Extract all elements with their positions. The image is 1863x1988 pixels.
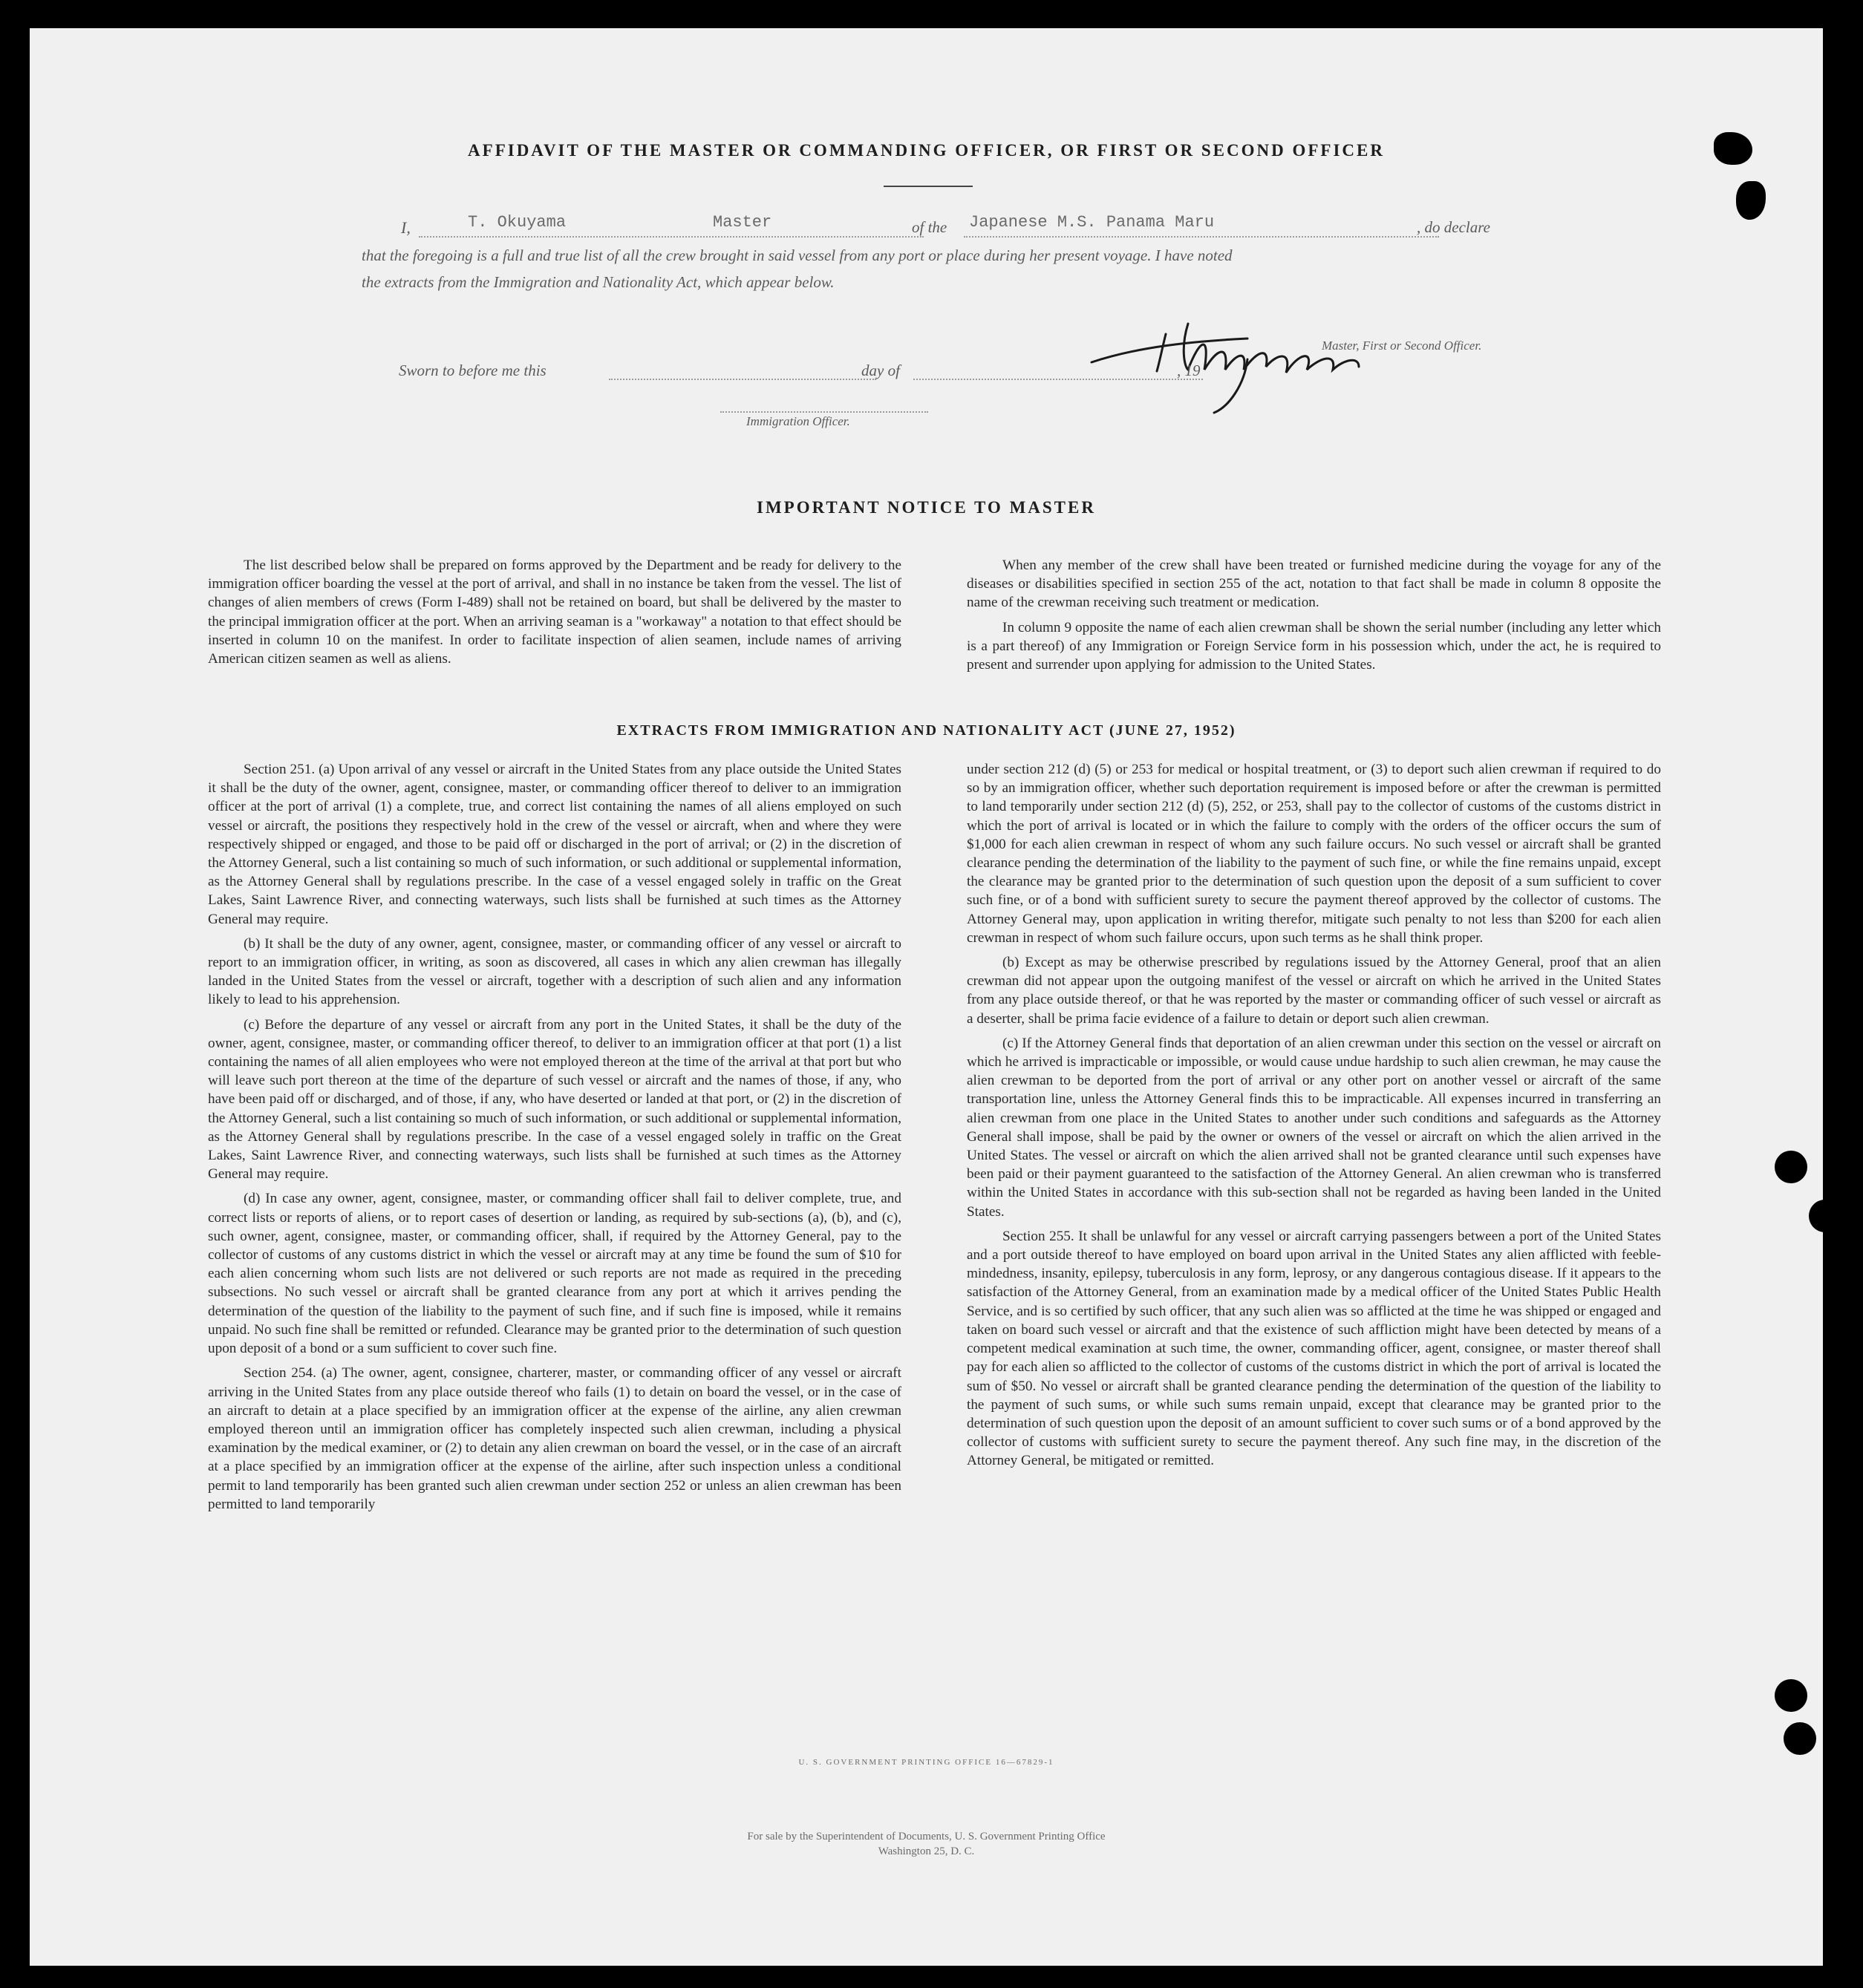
- punch-hole: [1775, 1151, 1807, 1183]
- sale-line-1: For sale by the Superintendent of Documents, U. S. Government Printing Office: [747, 1831, 1106, 1843]
- year-label: , 19: [1177, 362, 1201, 379]
- sworn-month-line: [913, 379, 1203, 380]
- extracts-left-column: [208, 760, 901, 1520]
- name-line: [419, 236, 924, 238]
- statement-line-2: the extracts from the Immigration and Nationality Act, which appear below.: [362, 273, 835, 291]
- act-paragraph: (c) If the Attorney General finds that deportation of an alien crewman under this section on the vessel or aircraft on which he arrived is impracticable or impossible, or would cause undue hardship to such alien crewman, he may cause the alien crewman to be deported from the port of arrival or any other port on another vessel or aircraft of the same transportation line, unless the Attorney General finds this to be impracticable. All expenses incurred in transferring an alien crewman from one place in the United States to another under such conditions and safeguards as the Attorney General shall impose, shall be paid by the owner or owners of the vessel or aircraft on which the alien arrived in the United States. The vessel or aircraft on which the alien arrived shall not be granted clearance until such expenses have been paid or their payment guaranteed to the satisfaction of the Attorney General. An alien crewman who is transferred within the United States in accordance with this sub-section shall not be regarded as having been landed in the United States.: [967, 1035, 1661, 1220]
- act-paragraph: Section 254. (a) The owner, agent, consignee, charterer, master, or commanding officer of any vessel or aircraft arriving in the United States from any place outside thereof who fails (1) to detain on board the vessel, or in the case of an aircraft to detain at a place specified by an immigration officer at the expense of the airline, any alien crewman employed thereon until an immigration officer has completely inspected such alien crewman, including a physical examination by the medical examiner, or (2) to detain any alien crewman on board the vessel, or in the case of an aircraft at a place specified by an immigration officer at the expense of the airline, after such inspection unless a conditional permit to land temporarily has been granted such alien crewman under section 252 or unless an alien crewman has been permitted to land temporarily: [208, 1365, 901, 1512]
- ink-mark: [1736, 181, 1766, 220]
- act-paragraph: under section 212 (d) (5) or 253 for medical or hospital treatment, or (3) to deport such alien crewman if required to do so by an immigration officer, whether such deportation requirement is imposed before or after the crewman is permitted to land temporarily under section 212 (d) (5), 252, or 253, shall pay to the collector of customs of the customs district in which the port of arrival is located or in which the failure to comply with the orders of the officer occurs the sum of $1,000 for each alien crewman in respect of whom any such failure occurs. No such vessel or aircraft shall be granted clearance pending the determination of the liability to the payment of such fine, or while the fine remains unpaid, except the clearance may be granted prior to the determination of such question upon the deposit of a sum sufficient to cover such fine, or of a bond with sufficient surety to secure the payment thereof approved by the collector of customs. The Attorney General may, upon application in writing therefor, mitigate such penalty to not less than $200 for each alien crewman in respect of whom such failure occurs, upon such terms as he shall think proper.: [967, 762, 1661, 946]
- sale-line-2: Washington 25, D. C.: [878, 1845, 975, 1857]
- act-paragraph: (b) It shall be the duty of any owner, agent, consignee, master, or commanding officer of any vessel or aircraft to report to an immigration officer, in writing, as soon as discovered, all cases in which any alien crewman has illegally landed in the United States from the vessel or aircraft, together with a description of such alien and any information likely to lead to his apprehension.: [208, 935, 901, 1008]
- notice-left-column: [208, 556, 901, 674]
- of-the-label: of the: [912, 218, 947, 236]
- sworn-label: Sworn to before me this: [399, 362, 546, 379]
- officer-caption: Immigration Officer.: [746, 414, 850, 428]
- act-paragraph: (b) Except as may be otherwise prescribed by regulations issued by the Attorney General, proof that an alien crewman did not appear upon the outgoing manifest of the vessel or aircraft on which he arrived in the United States from any place outside thereof, or that he was reported by the master or commanding officer of such vessel or aircraft as a deserter, shall be prima facie evidence of a failure to detain or deport such alien crewman.: [967, 955, 1661, 1027]
- statement-line-1: that the foregoing is a full and true list of all the crew brought in said vessel from any port or place during her present voyage. I have noted: [362, 246, 1233, 264]
- signature-caption: Master, First or Second Officer.: [1322, 339, 1482, 353]
- act-paragraph: Section 251. (a) Upon arrival of any vessel or aircraft in the United States from any place outside the United States it shall be the duty of the owner, agent, consignee, master, or commanding officer thereof to deliver to an immigration officer at the port of arrival (1) a complete, true, and correct list containing the names of all aliens employed on such vessel or aircraft, the positions they respectively hold in the crew of the vessel or aircraft, when and where they were respectively shipped or engaged, and those to be paid off or discharged in the port of arrival; or (2) in the discretion of the Attorney General, such a list containing so much of such information, or such additional or supplemental information, as the Attorney General shall by regulations prescribe. In the case of a vessel engaged solely in traffic on the Great Lakes, Saint Lawrence River, and connecting waterways, such lists shall be furnished at such times as the Attorney General may require.: [208, 762, 901, 927]
- master-name: T. Okuyama: [468, 213, 567, 232]
- notice-paragraph: In column 9 opposite the name of each alien crewman shall be shown the serial number (including any letter which is a part thereof) of any Immigration or Foreign Service form in his possession which, under the act, he is required to present and surrender upon applying for admission to the United States.: [967, 619, 1661, 673]
- notice-right-column: [967, 556, 1661, 680]
- title-divider: [884, 186, 973, 187]
- document-page: [30, 28, 1823, 1966]
- extracts-title: EXTRACTS FROM IMMIGRATION AND NATIONALITY ACT (JUNE 27, 1952): [616, 722, 1236, 739]
- ink-mark: [1714, 132, 1752, 165]
- notice-paragraph: The list described below shall be prepared on forms approved by the Department and be ready for delivery to the immigration officer boarding the vessel at the port of arrival, and shall in no instance be taken from the vessel. The list of changes of alien members of crews (Form I-489) shall not be retained on board, but shall be delivered by the master to the principal immigration officer at the port. When an arriving seaman is a "workaway" a notation to that effect should be inserted in column 10 on the manifest. In order to facilitate inspection of alien seamen, include names of arriving American citizen seamen as well as aliens.: [208, 558, 901, 667]
- punch-hole: [1809, 1200, 1841, 1232]
- vessel-line: [964, 236, 1439, 238]
- i-label: I,: [401, 218, 411, 237]
- extracts-right-column: [967, 760, 1661, 1477]
- officer-line: [720, 411, 928, 413]
- punch-hole: [1784, 1722, 1816, 1755]
- act-paragraph: (d) In case any owner, agent, consignee, master, or commanding officer shall fail to deliver complete, true, and correct lists or reports of aliens, or to report cases of desertion or landing, as required by sub-sections (a), (b), and (c), such owner, agent, consignee, master, or commanding officer, shall, if required by the Attorney General, pay to the collector of customs of any customs district in which the vessel or aircraft may at any time be found the sum of $10 for each alien concerning whom such lists are not delivered or such reports are not made as required in the preceding subsections. No such vessel or aircraft shall be granted clearance from any port at which it arrives pending the determination of the question of the liability to the payment of such fine, and if such fine is imposed, while it remains unpaid. No such fine shall be remitted or refunded. Clearance may be granted prior to the determination of such question upon deposit of a bond or a sum sufficient to cover such fine.: [208, 1191, 901, 1357]
- notice-paragraph: When any member of the crew shall have been treated or furnished medicine during the voyage for any of the diseases or disabilities specified in section 255 of the act, notation to that fact shall be made in column 8 opposite the name of the crewman receiving such treatment or medication.: [967, 558, 1661, 611]
- do-declare-label: , do declare: [1417, 218, 1490, 236]
- day-of-label: day of: [861, 362, 900, 379]
- gpo-code: U. S. GOVERNMENT PRINTING OFFICE 16—67829-1: [798, 1758, 1054, 1767]
- punch-hole: [1775, 1679, 1807, 1712]
- act-paragraph: Section 255. It shall be unlawful for any vessel or aircraft carrying passengers between a port of the United States and a port outside thereof to have employed on board upon arrival in the United States any alien afflicted with feeble-mindedness, insanity, epilepsy, tuberculosis in any form, leprosy, or any dangerous contagious disease. If it appears to the satisfaction of the Attorney General, from an examination made by a medical officer of the United States Public Health Service, and is so certified by such officer, that any such alien was so afflicted at the time he was shipped or engaged and taken on board such vessel or aircraft and that the existence of such affliction might have been detected by means of a competent medical examination at such time, the owner, commanding officer, agent, consignee, or master thereof shall pay for each alien so afflicted to the collector of customs of the customs district in which the port of arrival is located the sum of $50. No vessel or aircraft shall be granted clearance pending the determination of the question of the liability to the payment of such sums, or while such sums remain unpaid, except that clearance may be granted prior to the determination of such question upon the deposit of an amount sufficient to cover such sums or of a bond approved by the collector of customs with sufficient surety to secure the payment thereof. Any such fine may, in the discretion of the Attorney General, be mitigated or remitted.: [967, 1228, 1661, 1469]
- affidavit-title: AFFIDAVIT OF THE MASTER OR COMMANDING OFFICER, OR FIRST OR SECOND OFFICER: [468, 141, 1385, 160]
- master-rank: Master: [713, 213, 772, 232]
- notice-title: IMPORTANT NOTICE TO MASTER: [757, 498, 1096, 517]
- sworn-day-line: [609, 379, 876, 380]
- act-paragraph: (c) Before the departure of any vessel or aircraft from any port in the United States, it shall be the duty of the owner, agent, consignee, master, or commanding officer thereof, to deliver to an immigration officer at that port (1) a list containing the names of all alien employees who were not employed thereon at the time of the arrival at that port but who will leave such port thereon at the time of the departure of such vessel or aircraft and the names of those, if any, who have been paid off or discharged, and of those, if any, who have deserted or landed at that port, or (2) in the discretion of the Attorney General, such a list containing so much of such information, or such additional or supplemental information, as the Attorney General shall by regulations prescribe. In the case of a vessel engaged solely in traffic on the Great Lakes, Saint Lawrence River, and connecting waterways, such lists shall be furnished at such times as the Attorney General may require.: [208, 1016, 901, 1183]
- signature-image: [1077, 295, 1492, 414]
- vessel-name: Japanese M.S. Panama Maru: [969, 213, 1215, 232]
